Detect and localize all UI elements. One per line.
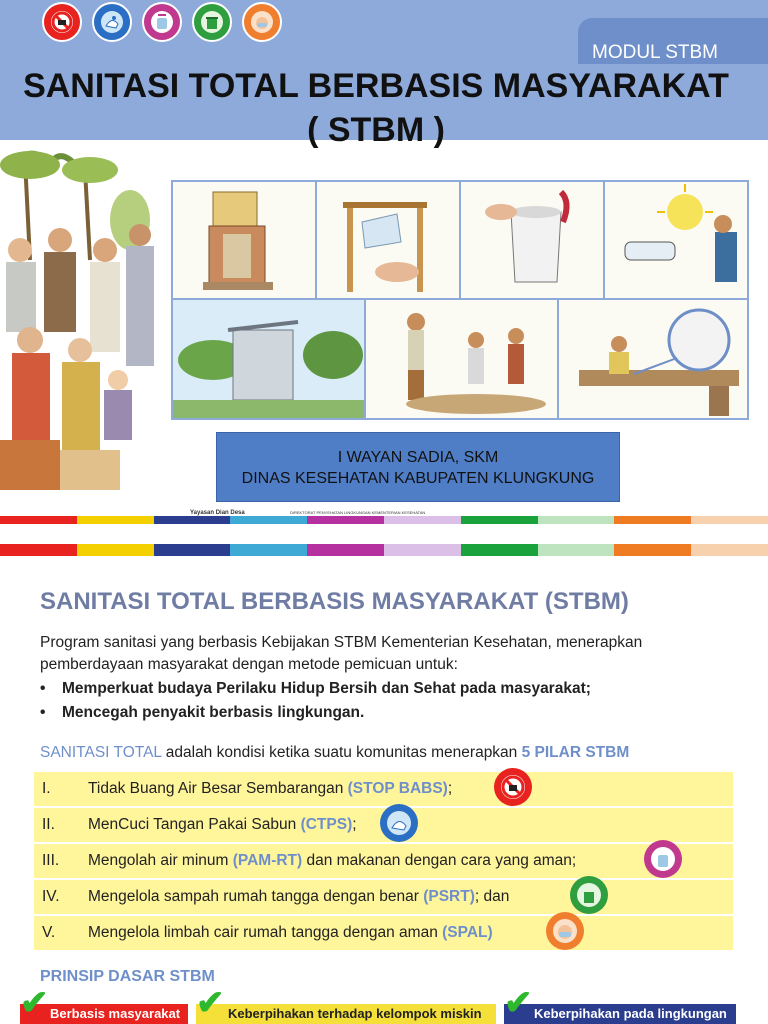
principle-label: Keberpihakan pada lingkungan [534,1006,727,1021]
intro-line: Program sanitasi yang berbasis Kebijakan STBM Kementerian Kesehatan, menerapkan [40,634,643,651]
color-stripe-segment [77,516,154,524]
pillar-number: II. [42,816,55,833]
spal-logo-icon [242,2,282,42]
pamrt-icon [644,840,682,878]
definition-text: adalah kondisi ketika suatu komunitas menerapkan [161,744,522,761]
stbm-slide [0,560,768,1024]
illustration-wastewater-drain [557,298,749,420]
color-stripe-segment [0,544,77,556]
illustration-sun-bottles [603,180,749,300]
color-stripe-segment [461,516,538,524]
pillar-code: (STOP BABS) [347,780,448,797]
pillar-number: I. [42,780,51,797]
bullet-dot: • [40,680,46,697]
color-stripe-segment [230,516,307,524]
illustration-sweeping-waste [364,298,559,420]
intro-line: pemberdayaan masyarakat dengan metode pemicuan untuk: [40,656,458,673]
color-stripe-segment [461,544,538,556]
color-stripe [0,516,768,524]
spal-icon [546,912,584,950]
pillar-code: (CTPS) [300,816,353,833]
color-stripe-segment [614,516,691,524]
color-stripe-segment [691,544,768,556]
pillar-suffix: ; [352,816,357,833]
pillar-text [88,844,576,878]
color-stripe-segment [538,544,615,556]
pillar-label: Mengelola limbah cair rumah tangga dengan aman [88,924,443,941]
pamrt-logo-icon [142,2,182,42]
cover-title [0,64,752,152]
illustration-latrine-hut [171,298,366,420]
color-stripe-segment [384,516,461,524]
color-stripe [0,544,768,556]
psrt-icon [570,876,608,914]
check-icon: ✔ [20,984,49,1022]
modul-label: MODUL STBM [592,42,718,63]
color-stripe-segment [154,516,231,524]
check-icon: ✔ [504,984,533,1022]
cover-title-line1: SANITASI TOTAL BERBASIS MASYARAKAT [23,67,729,105]
ctps-icon [380,804,418,842]
pillar-label: Tidak Buang Air Besar Sembarangan [88,780,348,797]
sanitasi-total-definition [40,744,629,762]
illustration-toilet-building [171,180,317,300]
pillar-count: 5 PILAR STBM [521,744,630,761]
bullet-text: Mencegah penyakit berbasis lingkungan. [62,704,365,721]
pillar-code: (SPAL) [442,924,493,941]
color-stripe-segment [614,544,691,556]
principle-box [196,1004,496,1024]
principle-label: Berbasis masyarakat [50,1006,181,1021]
illustration-water-filter [459,180,605,300]
footer-mid-text: DIREKTORAT PENYEHATAN LINGKUNGAN KEMENTERIAN KESEHATAN [290,510,426,515]
pillar-number: IV. [42,888,60,905]
author-institution: DINAS KESEHATAN KABUPATEN KLUNGKUNG [241,470,595,487]
stop-babs-logo-icon [42,2,82,42]
pillar-text [88,772,452,806]
color-stripe-segment [538,516,615,524]
color-stripe-segment [691,516,768,524]
cover-title-line2: ( STBM ) [307,111,445,149]
principle-box [504,1004,736,1024]
bullet-item [40,680,591,698]
pillar-suffix: dan makanan dengan cara yang aman; [302,852,577,869]
color-stripe-segment [384,544,461,556]
color-stripe-segment [0,516,77,524]
villagers-illustration [0,140,170,490]
pillar-row [34,880,733,914]
pillar-label: Mengelola sampah rumah tangga dengan benar [88,888,424,905]
bullet-text: Memperkuat budaya Perilaku Hidup Bersih dan Sehat pada masyarakat; [62,680,591,697]
pillar-row [34,916,733,950]
term-sanitasi-total: SANITASI TOTAL [40,744,162,761]
pillar-code: (PAM-RT) [232,852,303,869]
pillar-label: Mengolah air minum [88,852,233,869]
check-icon: ✔ [196,984,225,1022]
principle-label: Keberpihakan terhadap kelompok miskin [228,1006,482,1021]
footer-left-text: Yayasan Dian Desa [190,510,245,516]
color-stripe-segment [307,516,384,524]
bullet-dot: • [40,704,46,721]
ctps-logo-icon [92,2,132,42]
color-stripe-segment [307,544,384,556]
pillar-suffix: ; [447,780,453,797]
prinsip-heading: PRINSIP DASAR STBM [40,968,215,985]
stop-babs-icon [494,768,532,806]
author-box [216,432,620,502]
intro-paragraph [40,632,740,676]
pillar-label: MenCuci Tangan Pakai Sabun [88,816,301,833]
pillar-row [34,772,733,806]
pillar-suffix: ; dan [474,888,510,905]
section-heading: SANITASI TOTAL BERBASIS MASYARAKAT (STBM) [40,588,629,615]
psrt-logo-icon [192,2,232,42]
color-stripe-segment [154,544,231,556]
illustration-handwashing [315,180,461,300]
pillar-text [88,916,493,950]
color-stripe-segment [77,544,154,556]
pillar-number: III. [42,852,60,869]
pillar-text [88,808,357,842]
pillar-text [88,880,509,914]
color-stripe-segment [230,544,307,556]
bullet-item [40,704,364,722]
pillar-number: V. [42,924,56,941]
author-name: I WAYAN SADIA, SKM [337,449,499,466]
pillar-row [34,844,733,878]
pillar-code: (PSRT) [423,888,475,905]
